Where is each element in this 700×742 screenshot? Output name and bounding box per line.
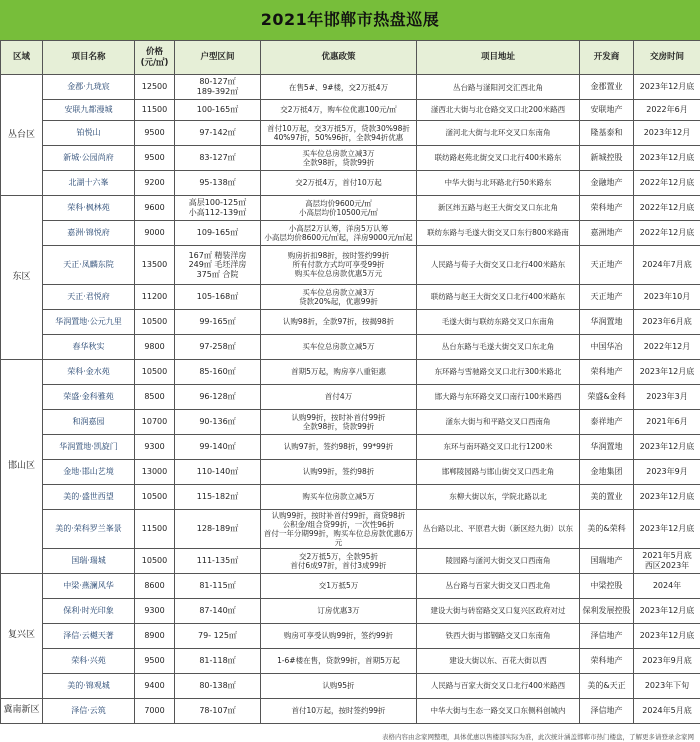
delivery-cell: 2022年12月 [634,334,700,359]
delivery-cell: 2023年3月 [634,384,700,409]
policy-cell: 首付4万 [261,384,417,409]
delivery-cell: 2023年12月底 [634,434,700,459]
region-cell: 复兴区 [1,573,43,698]
delivery-cell: 2023年下旬 [634,673,700,698]
address-cell: 联纺路赵苑北街交叉口北行400米路东 [417,145,580,170]
project-name-cell: 美的·盛世西望 [43,484,135,509]
address-cell: 建设大街以东、百花大街以西 [417,648,580,673]
address-cell: 联纺路与赵王大街交叉口北行400米路东 [417,284,580,309]
address-cell: 滏西北大街与北仓路交叉口北200米路西 [417,100,580,121]
project-name-cell: 安联九都漫城 [43,100,135,121]
unit-size-cell: 85-160㎡ [175,359,261,384]
table-row [1,434,700,459]
unit-size-cell: 80-127㎡ 189-392㎡ [175,75,261,100]
delivery-cell: 2023年9月底 [634,648,700,673]
unit-size-cell: 99-140㎡ [175,434,261,459]
price-cell: 9500 [135,648,175,673]
price-cell: 11500 [135,509,175,548]
project-name-cell: 国瑞·瑞城 [43,548,135,573]
project-name-cell: 金郡·九珑宸 [43,75,135,100]
delivery-cell: 2023年12月底 [634,623,700,648]
table-row [1,145,700,170]
policy-cell: 买车位总房款立减3万 全款98折，贷款99折 [261,145,417,170]
table-body [1,75,700,724]
unit-size-cell: 167㎡ 精装洋房 249㎡ 毛坯洋房 375㎡ 合院 [175,245,261,284]
policy-cell: 小高层2万认筹，洋房5万认筹 小高层均价8600元/㎡起，洋房9000元/㎡起 [261,220,417,245]
address-cell: 邯大路与东环路交叉口南行100米路西 [417,384,580,409]
table-row [1,409,700,434]
address-cell: 丛台路与百家大街交叉口西北角 [417,573,580,598]
developer-cell: 荣盛&金科 [580,384,634,409]
price-cell: 13000 [135,459,175,484]
policy-cell: 认购99折，按时补首付99折，商贷98折 公积金/组合贷99折，一次性96折 首付一年分期99折，购买车位总房款优惠6万元 [261,509,417,548]
project-name-cell: 荣科·枫林苑 [43,195,135,220]
delivery-cell: 2023年10月 [634,284,700,309]
address-cell: 丛台路以北、平原君大街（新区经九街）以东 [417,509,580,548]
delivery-cell: 2021年5月底 西区2023年 [634,548,700,573]
table-row [1,573,700,598]
footer-note: 表格内容由念家网整理，具体优惠以售楼部实际为准，此次统计涵盖邯郸市热门楼盘，了解更多请登录念家网 [382,733,694,741]
unit-size-cell: 115-182㎡ [175,484,261,509]
developer-cell: 安联地产 [580,100,634,121]
delivery-cell: 2022年12月底 [634,195,700,220]
unit-size-cell: 81-118㎡ [175,648,261,673]
unit-size-cell: 110-140㎡ [175,459,261,484]
developer-cell: 金郡置业 [580,75,634,100]
unit-size-cell: 90-136㎡ [175,409,261,434]
developer-cell: 荣科地产 [580,359,634,384]
table-row [1,509,700,548]
price-cell: 10500 [135,484,175,509]
price-cell: 9200 [135,170,175,195]
developer-cell: 保利发展控股 [580,598,634,623]
address-cell: 丛台东路与毛遂大街交叉口东北角 [417,334,580,359]
policy-cell: 首付10万起，按时签约99折 [261,698,417,723]
developer-cell: 美的&天正 [580,673,634,698]
region-cell: 东区 [1,195,43,359]
developer-cell: 华润置地 [580,309,634,334]
price-cell: 13500 [135,245,175,284]
policy-cell: 认购99折，签约98折 [261,459,417,484]
price-cell: 9000 [135,220,175,245]
price-cell: 9500 [135,120,175,145]
project-name-cell: 泽信·云筑 [43,698,135,723]
policy-cell: 认购95折 [261,673,417,698]
project-name-cell: 北湖十六峯 [43,170,135,195]
project-name-cell: 金地·邯山艺境 [43,459,135,484]
price-cell: 12500 [135,75,175,100]
region-cell: 邯山区 [1,359,43,573]
address-cell: 铁西大街与邯钢路交叉口东南角 [417,623,580,648]
price-cell: 9800 [135,334,175,359]
table-row [1,120,700,145]
table-row [1,673,700,698]
delivery-cell: 2024年7月底 [634,245,700,284]
delivery-cell: 2023年12月底 [634,484,700,509]
unit-size-cell: 81-115㎡ [175,573,261,598]
address-cell: 人民路与百家大街交叉口北行400米路西 [417,673,580,698]
table-row [1,220,700,245]
project-name-cell: 保利·时光印象 [43,598,135,623]
unit-size-cell: 128-189㎡ [175,509,261,548]
developer-cell: 嘉洲地产 [580,220,634,245]
header-project: 项目名称 [43,41,135,75]
policy-cell: 认购99折，按时补首付99折 全款98折，贷款99折 [261,409,417,434]
delivery-cell: 2023年6月底 [634,309,700,334]
unit-size-cell: 高层100-125㎡ 小高112-139㎡ [175,195,261,220]
policy-cell: 交2万抵4万，首付10万起 [261,170,417,195]
unit-size-cell: 87-140㎡ [175,598,261,623]
price-cell: 9600 [135,195,175,220]
developer-cell: 新城控股 [580,145,634,170]
address-cell: 丛台路与滏阳河交汇西北角 [417,75,580,100]
price-cell: 9500 [135,145,175,170]
address-cell: 新区纬五路与赵王大街交叉口东北角 [417,195,580,220]
project-name-cell: 美的·荣科罗兰峯景 [43,509,135,548]
price-cell: 11500 [135,100,175,121]
project-name-cell: 荣科·金水苑 [43,359,135,384]
delivery-cell: 2023年12月 [634,120,700,145]
project-name-cell: 天正·凤麟东院 [43,245,135,284]
price-cell: 11200 [135,284,175,309]
unit-size-cell: 97-142㎡ [175,120,261,145]
table-row [1,245,700,284]
address-cell: 建设大街与砖窑路交叉口复兴区政府对过 [417,598,580,623]
developer-cell: 荣科地产 [580,195,634,220]
delivery-cell: 2024年5月底 [634,698,700,723]
price-cell: 10500 [135,309,175,334]
project-name-cell: 铂悦山 [43,120,135,145]
delivery-cell: 2023年12月底 [634,509,700,548]
property-table [0,40,700,724]
price-cell: 7000 [135,698,175,723]
unit-size-cell: 96-128㎡ [175,384,261,409]
project-name-cell: 天正·君悦府 [43,284,135,309]
unit-size-cell: 80-138㎡ [175,673,261,698]
policy-cell: 订房优惠3万 [261,598,417,623]
delivery-cell: 2023年9月 [634,459,700,484]
delivery-cell: 2021年6月 [634,409,700,434]
developer-cell: 泰祥地产 [580,409,634,434]
header-policy: 优惠政策 [261,41,417,75]
policy-cell: 交2万抵4万，购车位优惠100元/㎡ [261,100,417,121]
policy-cell: 认购98折，全款97折，按揭98折 [261,309,417,334]
developer-cell: 泽信地产 [580,623,634,648]
header-row [1,41,700,75]
header-region: 区域 [1,41,43,75]
price-cell: 8500 [135,384,175,409]
unit-size-cell: 83-127㎡ [175,145,261,170]
table-row [1,698,700,723]
address-cell: 联纺东路与毛遂大街交叉口东行800米路南 [417,220,580,245]
developer-cell: 隆基泰和 [580,120,634,145]
policy-cell: 首付10万起，交3万抵5万，贷款30%98折 40%97折，50%96折，全款94折优惠 [261,120,417,145]
price-cell: 10500 [135,359,175,384]
address-cell: 滏河北大街与北环交叉口东南角 [417,120,580,145]
delivery-cell: 2023年12月底 [634,598,700,623]
price-cell: 8600 [135,573,175,598]
developer-cell: 荣科地产 [580,648,634,673]
table-row [1,334,700,359]
delivery-cell: 2023年12月底 [634,145,700,170]
header-delivery: 交房时间 [634,41,700,75]
policy-cell: 在售5#、9#楼，交2万抵4万 [261,75,417,100]
address-cell: 毛遂大街与联纺东路交叉口东南角 [417,309,580,334]
region-cell: 丛台区 [1,75,43,196]
address-cell: 东柳大街以东，学院北路以北 [417,484,580,509]
table-row [1,359,700,384]
unit-size-cell: 95-138㎡ [175,170,261,195]
developer-cell: 美的置业 [580,484,634,509]
price-cell: 9400 [135,673,175,698]
table-row [1,648,700,673]
policy-cell: 购买车位房款立减5万 [261,484,417,509]
project-name-cell: 春华秋实 [43,334,135,359]
project-name-cell: 中梁·燕澜风华 [43,573,135,598]
price-cell: 9300 [135,598,175,623]
address-cell: 陵园路与滏河大街交叉口西南角 [417,548,580,573]
delivery-cell: 2022年12月底 [634,170,700,195]
address-cell: 东环路与雪驰路交叉口北行300米路北 [417,359,580,384]
unit-size-cell: 111-135㎡ [175,548,261,573]
project-name-cell: 华润置地·凯旋门 [43,434,135,459]
address-cell: 滏东大街与和平路交叉口西南角 [417,409,580,434]
price-cell: 9300 [135,434,175,459]
delivery-cell: 2022年12月底 [634,220,700,245]
address-cell: 邯郸陵园路与邯山街交叉口西北角 [417,459,580,484]
table-row [1,623,700,648]
developer-cell: 中梁控股 [580,573,634,598]
table-row [1,459,700,484]
project-name-cell: 荣科·兴苑 [43,648,135,673]
header-developer: 开发商 [580,41,634,75]
project-name-cell: 和润嘉园 [43,409,135,434]
delivery-cell: 2023年12月底 [634,75,700,100]
region-cell: 冀南新区 [1,698,43,723]
policy-cell: 首期5万起，购房享八重钜惠 [261,359,417,384]
project-name-cell: 荣盛·金科雅苑 [43,384,135,409]
table-row [1,548,700,573]
policy-cell: 买车位总房款立减5万 [261,334,417,359]
developer-cell: 美的&荣科 [580,509,634,548]
table-row [1,195,700,220]
delivery-cell: 2024年 [634,573,700,598]
developer-cell: 中国华冶 [580,334,634,359]
table-row [1,100,700,121]
unit-size-cell: 105-168㎡ [175,284,261,309]
developer-cell: 泽信地产 [580,698,634,723]
price-cell: 8900 [135,623,175,648]
unit-size-cell: 99-165㎡ [175,309,261,334]
project-name-cell: 嘉洲·锦悦府 [43,220,135,245]
delivery-cell: 2022年6月 [634,100,700,121]
policy-cell: 交1万抵5万 [261,573,417,598]
table-row [1,309,700,334]
table-row [1,598,700,623]
address-cell: 中华大街与生态一路交叉口东侧科创城内 [417,698,580,723]
address-cell: 中华大街与北环路北行50米路东 [417,170,580,195]
developer-cell: 金地集团 [580,459,634,484]
policy-cell: 交2万抵5万，全款95折 首付6成97折，首付3成99折 [261,548,417,573]
page-title: 2021年邯郸市热盘巡展 [0,0,700,40]
policy-cell: 高层均价9600元/㎡ 小高层均价10500元/㎡ [261,195,417,220]
table-row [1,384,700,409]
developer-cell: 天正地产 [580,245,634,284]
price-cell: 10700 [135,409,175,434]
project-name-cell: 美的·锦观城 [43,673,135,698]
policy-cell: 认购97折，签约98折，99*99折 [261,434,417,459]
developer-cell: 国瑞地产 [580,548,634,573]
project-name-cell: 新城·公园尚府 [43,145,135,170]
policy-cell: 买车位总房款立减3万 贷款20%起，优惠99折 [261,284,417,309]
price-cell: 10500 [135,548,175,573]
policy-cell: 1-6#楼在售，贷款99折，首期5万起 [261,648,417,673]
unit-size-cell: 100-165㎡ [175,100,261,121]
table-row [1,170,700,195]
table-row [1,284,700,309]
policy-cell: 购房可享受认购99折，签约99折 [261,623,417,648]
unit-size-cell: 109-165㎡ [175,220,261,245]
developer-cell: 金融地产 [580,170,634,195]
header-address: 项目地址 [417,41,580,75]
project-name-cell: 泽信·云樾天著 [43,623,135,648]
delivery-cell: 2023年12月底 [634,359,700,384]
table-row [1,484,700,509]
address-cell: 人民路与荀子大街交叉口北行400米路东 [417,245,580,284]
header-price: 价格 (元/㎡) [135,41,175,75]
header-size: 户型区间 [175,41,261,75]
unit-size-cell: 78-107㎡ [175,698,261,723]
unit-size-cell: 79- 125㎡ [175,623,261,648]
address-cell: 东环与南环路交叉口北行1200米 [417,434,580,459]
project-name-cell: 华润置地·公元九里 [43,309,135,334]
developer-cell: 华润置地 [580,434,634,459]
policy-cell: 购房折扣98折，按时签约99折 所有付款方式均可享受99折 购买车位总房款优惠5万元 [261,245,417,284]
developer-cell: 天正地产 [580,284,634,309]
table-row [1,75,700,100]
unit-size-cell: 97-258㎡ [175,334,261,359]
